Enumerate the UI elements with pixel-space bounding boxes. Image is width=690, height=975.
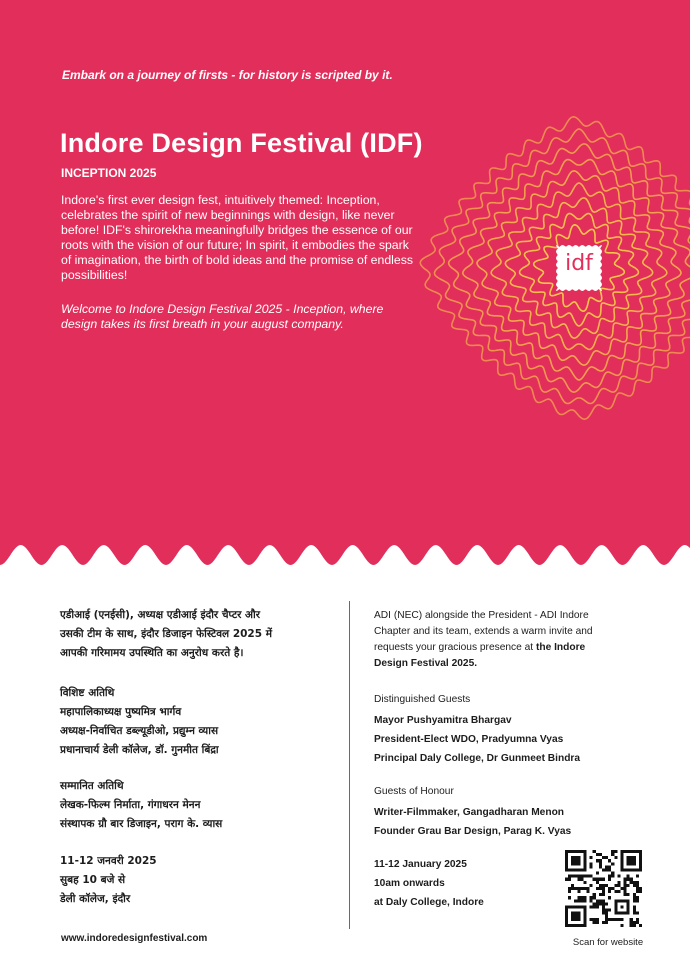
english-intro-text: ADI (NEC) alongside the President - ADI Indore Chapter and its team, extends a warm invite and requests your gracious presence at bbox=[374, 610, 593, 653]
hindi-distinguished-guests bbox=[60, 684, 219, 760]
hindi-intro-line: उसकी टीम के साथ, इंदौर डिजाइन फेस्टिवल 2025 में bbox=[60, 628, 272, 640]
hindi-guest-line: प्रधानाचार्य डेली कॉलेज, डॉ. गुनमीत बिंद्रा bbox=[60, 744, 219, 756]
english-guests-of-honour bbox=[374, 784, 571, 841]
column-divider bbox=[349, 601, 350, 929]
page-title: Indore Design Festival (IDF) bbox=[60, 128, 423, 158]
guest-line: Mayor Pushyamitra Bhargav bbox=[374, 715, 512, 726]
website-link[interactable]: www.indoredesignfestival.com bbox=[61, 933, 208, 944]
hindi-guest-line: महापालिकाध्यक्ष पुष्यमित्र भार्गव bbox=[60, 706, 182, 718]
hindi-intro-line: आपकी गरिमामय उपस्थिति का अनुरोध करते है। bbox=[60, 647, 244, 659]
invitation-section bbox=[0, 575, 690, 975]
qr-code[interactable] bbox=[565, 850, 642, 927]
english-intro-highlight: the Indore Design Festival 2025. bbox=[374, 642, 586, 669]
hindi-date-line: डेली कॉलेज, इंदौर bbox=[60, 893, 131, 905]
guest-line: President-Elect WDO, Pradyumna Vyas bbox=[374, 734, 564, 745]
honour-line: Founder Grau Bar Design, Parag K. Vyas bbox=[374, 826, 572, 837]
guests-heading: Distinguished Guests bbox=[374, 694, 471, 705]
hindi-date-line: 11-12 जनवरी 2025 bbox=[60, 855, 157, 867]
hindi-intro bbox=[60, 606, 350, 663]
english-distinguished-guests bbox=[374, 692, 580, 768]
idf-logo-text: idf bbox=[565, 251, 593, 276]
hindi-honour-line: संस्थापक ग्रौ बार डिजाइन, पराग के. व्यास bbox=[60, 818, 223, 830]
hindi-date-line: सुबह 10 बजे से bbox=[60, 874, 126, 886]
welcome-paragraph: Welcome to Indore Design Festival 2025 - Inception, where design takes its first breath in your august company. bbox=[61, 302, 384, 331]
page-subtitle: INCEPTION 2025 bbox=[61, 166, 157, 180]
hindi-guests-of-honour bbox=[60, 777, 222, 834]
english-date-venue bbox=[374, 855, 484, 912]
tagline: Embark on a journey of firsts - for history is scripted by it. bbox=[62, 68, 393, 82]
hindi-date-venue bbox=[60, 852, 157, 909]
honour-heading: Guests of Honour bbox=[374, 786, 454, 797]
date-line: 11-12 January 2025 bbox=[374, 859, 467, 870]
hindi-intro-line: एडीआई (एनईसी), अध्यक्ष एडीआई इंदौर चैप्टर और bbox=[60, 609, 261, 621]
hindi-honour-heading: सम्मानित अतिथि bbox=[60, 780, 124, 792]
honour-line: Writer-Filmmaker, Gangadharan Menon bbox=[374, 807, 565, 818]
hindi-guests-heading: विशिष्ट अतिथि bbox=[60, 687, 115, 699]
hindi-guest-line: अध्यक्ष-निर्वाचित डब्ल्यूडीओ, प्रद्युम्न व्यास bbox=[60, 725, 219, 737]
english-intro bbox=[374, 608, 614, 672]
qr-caption: Scan for website bbox=[572, 937, 644, 948]
intro-paragraph: Indore's first ever design fest, intuitively themed: Inception, celebrates the spirit of new beginnings with design, like never before! IDF's shirorekha meaningfully bridges the essence of our roots with the vision of our future; In spirit, it embodies the spark of imagination, the birth of bold ideas and the promise of endless possibilities! bbox=[61, 193, 414, 282]
date-line: 10am onwards bbox=[374, 878, 445, 889]
date-line: at Daly College, Indore bbox=[374, 897, 484, 908]
hindi-honour-line: लेखक-फिल्म निर्माता, गंगाधरन मेनन bbox=[60, 799, 201, 811]
guest-line: Principal Daly College, Dr Gunmeet Bindra bbox=[374, 753, 581, 764]
